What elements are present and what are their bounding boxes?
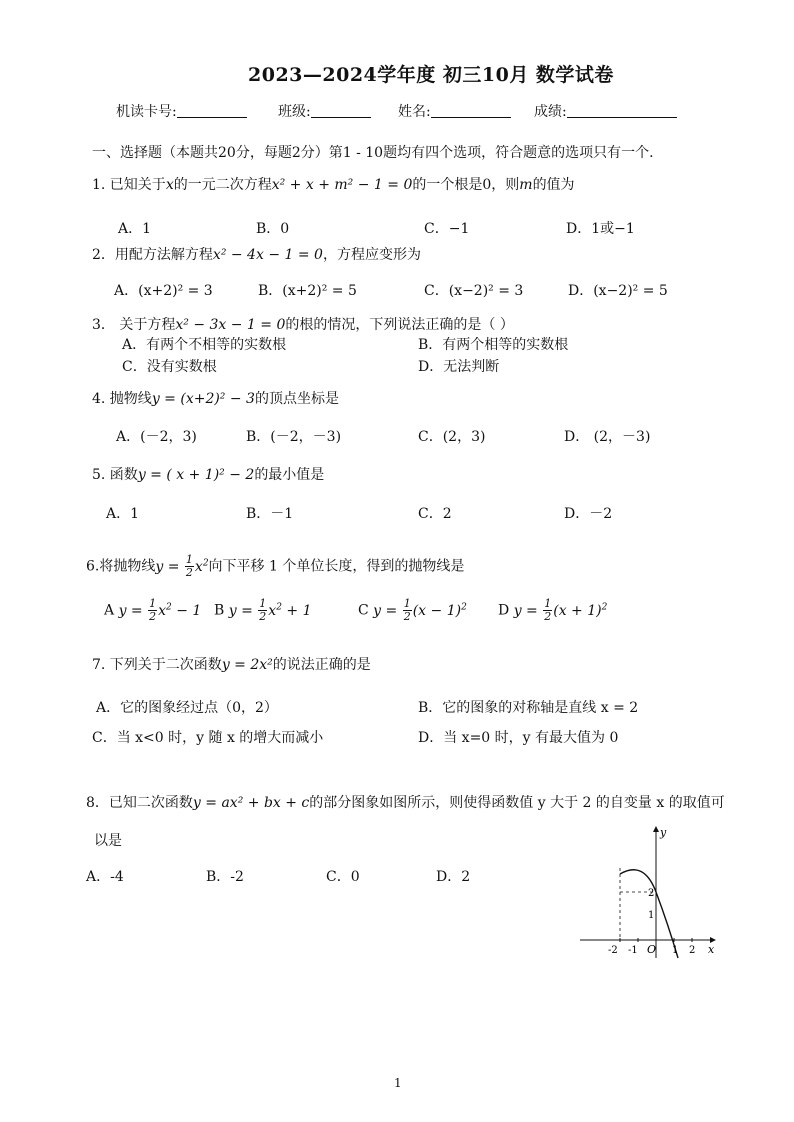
question-4-equation: y = (x+2)² − 3 (151, 391, 255, 407)
q5-option-c[interactable]: C．2 (418, 506, 452, 522)
q7-option-c[interactable]: C．当 x<0 时，y 随 x 的增大而减小 (92, 730, 324, 746)
q3-option-a[interactable]: A．有两个不相等的实数根 (122, 337, 287, 353)
question-5-stem: 5. 函数y = ( x + 1)² − 2的最小值是 (92, 467, 325, 483)
question-2-stem: 2．用配方法解方程x² − 4x − 1 = 0，方程应变形为 (92, 247, 421, 263)
card-number-blank[interactable] (177, 103, 247, 118)
score-blank[interactable] (567, 103, 677, 118)
class-field[interactable] (278, 101, 371, 121)
name-label: 姓名: (398, 104, 431, 120)
q2-option-c[interactable]: C．(x−2)² = 3 (424, 283, 524, 299)
q2-option-a[interactable]: A．(x+2)² = 3 (114, 283, 213, 299)
y-axis-label: y (660, 826, 667, 839)
x-tick-label: 1 (672, 945, 679, 956)
question-5-equation: y = ( x + 1)² − 2 (137, 467, 255, 483)
q6-option-c[interactable]: C y = $\frac{1}{2}$ $(x - 1)^2$ (358, 597, 467, 623)
q2-option-d[interactable]: D．(x−2)² = 5 (568, 283, 668, 299)
question-2-equation: x² − 4x − 1 = 0 (212, 247, 323, 263)
q8-option-a[interactable]: A．-4 (86, 869, 124, 885)
q3-option-c[interactable]: C．没有实数根 (122, 359, 217, 375)
card-number-label: 机读卡号: (116, 104, 177, 120)
page-number: 1 (394, 1076, 402, 1090)
y-axis-arrow (653, 826, 659, 832)
q1-option-d[interactable]: D．1或−1 (566, 221, 635, 237)
q6-option-a[interactable]: A y = $\frac{1}{2}$ $x^2 - 1$ (104, 597, 202, 623)
q7-option-a[interactable]: A．它的图象经过点（0，2） (96, 700, 278, 716)
class-blank[interactable] (311, 103, 371, 118)
q1-option-a[interactable]: A．1 (118, 221, 152, 237)
x-tick-label: -1 (628, 945, 638, 956)
q6-option-b[interactable]: B y = $\frac{1}{2}$ $x^2 + 1$ (214, 597, 312, 623)
q6-option-d[interactable]: D y = $\frac{1}{2}$ $(x + 1)^2$ (498, 597, 608, 623)
q4-option-d[interactable]: D． (2，－3) (564, 429, 651, 445)
q4-option-a[interactable]: A．(－2，3) (116, 429, 197, 445)
q8-option-b[interactable]: B．-2 (206, 869, 244, 885)
q8-parabola-graph (574, 822, 724, 962)
x-tick-label: -2 (608, 945, 618, 956)
q3-option-d[interactable]: D．无法判断 (418, 359, 500, 375)
q8-option-d[interactable]: D．2 (436, 869, 471, 885)
question-1-stem: 1. 已知关于x的一元二次方程x² + x + m² − 1 = 0的一个根是0，则m的值为 (92, 177, 575, 193)
question-8-equation: y = ax² + bx + c (192, 795, 310, 811)
question-8-stem: 8．已知二次函数y = ax² + bx + c的部分图象如图所示，则使得函数值 y 大于 2 的自变量 x 的取值可 (86, 795, 725, 811)
y-tick-label: 2 (648, 888, 655, 899)
origin-label: O (647, 943, 657, 956)
q5-option-a[interactable]: A．1 (106, 506, 140, 522)
name-field[interactable] (398, 101, 511, 121)
q4-option-c[interactable]: C．(2，3) (418, 429, 486, 445)
y-tick-label: 1 (648, 910, 655, 921)
question-8-stem-cont: 以是 (94, 833, 122, 849)
q8-option-c[interactable]: C．0 (326, 869, 360, 885)
question-7-equation: y = 2x² (221, 657, 273, 673)
q1-option-c[interactable]: C．−1 (424, 221, 470, 237)
q2-option-b[interactable]: B．(x+2)² = 5 (258, 283, 357, 299)
question-6-equation: y = $\frac{1}{2}$ $x^2$ (155, 553, 209, 579)
question-3-equation: x² − 3x − 1 = 0 (175, 317, 286, 333)
question-4-stem: 4. 抛物线y = (x+2)² − 3的顶点坐标是 (92, 391, 339, 407)
q5-option-d[interactable]: D．－2 (564, 506, 613, 522)
class-label: 班级: (278, 104, 311, 120)
score-label: 成绩: (534, 104, 567, 120)
x-tick-label: 2 (689, 945, 696, 956)
question-3-stem: 3． 关于方程x² − 3x − 1 = 0的根的情况，下列说法正确的是（ ） (92, 317, 514, 333)
question-7-stem: 7. 下列关于二次函数y = 2x²的说法正确的是 (92, 657, 371, 673)
q7-option-b[interactable]: B．它的图象的对称轴是直线 x = 2 (418, 700, 639, 716)
question-1-equation: x² + x + m² − 1 = 0 (271, 177, 413, 193)
section-heading: 一、选择题（本题共20分，每题2分）第1 - 10题均有四个选项，符合题意的选项只有一个. (92, 145, 654, 161)
q4-option-b[interactable]: B．(－2，－3) (246, 429, 342, 445)
q7-option-d[interactable]: D．当 x=0 时，y 有最大值为 0 (418, 730, 619, 746)
name-blank[interactable] (431, 103, 511, 118)
q1-option-b[interactable]: B．0 (256, 221, 290, 237)
question-6-stem: 6.将抛物线y = $\frac{1}{2}$ $x^2$向下平移 1 个单位长度，得到的抛物线是 (86, 553, 465, 579)
q3-option-b[interactable]: B．有两个相等的实数根 (418, 337, 569, 353)
score-field[interactable] (534, 101, 677, 121)
card-number-field[interactable] (116, 101, 247, 121)
q5-option-b[interactable]: B．－1 (246, 506, 294, 522)
x-axis-label: x (708, 943, 715, 956)
exam-title: 2023—2024学年度 初三10月 数学试卷 (248, 64, 614, 86)
